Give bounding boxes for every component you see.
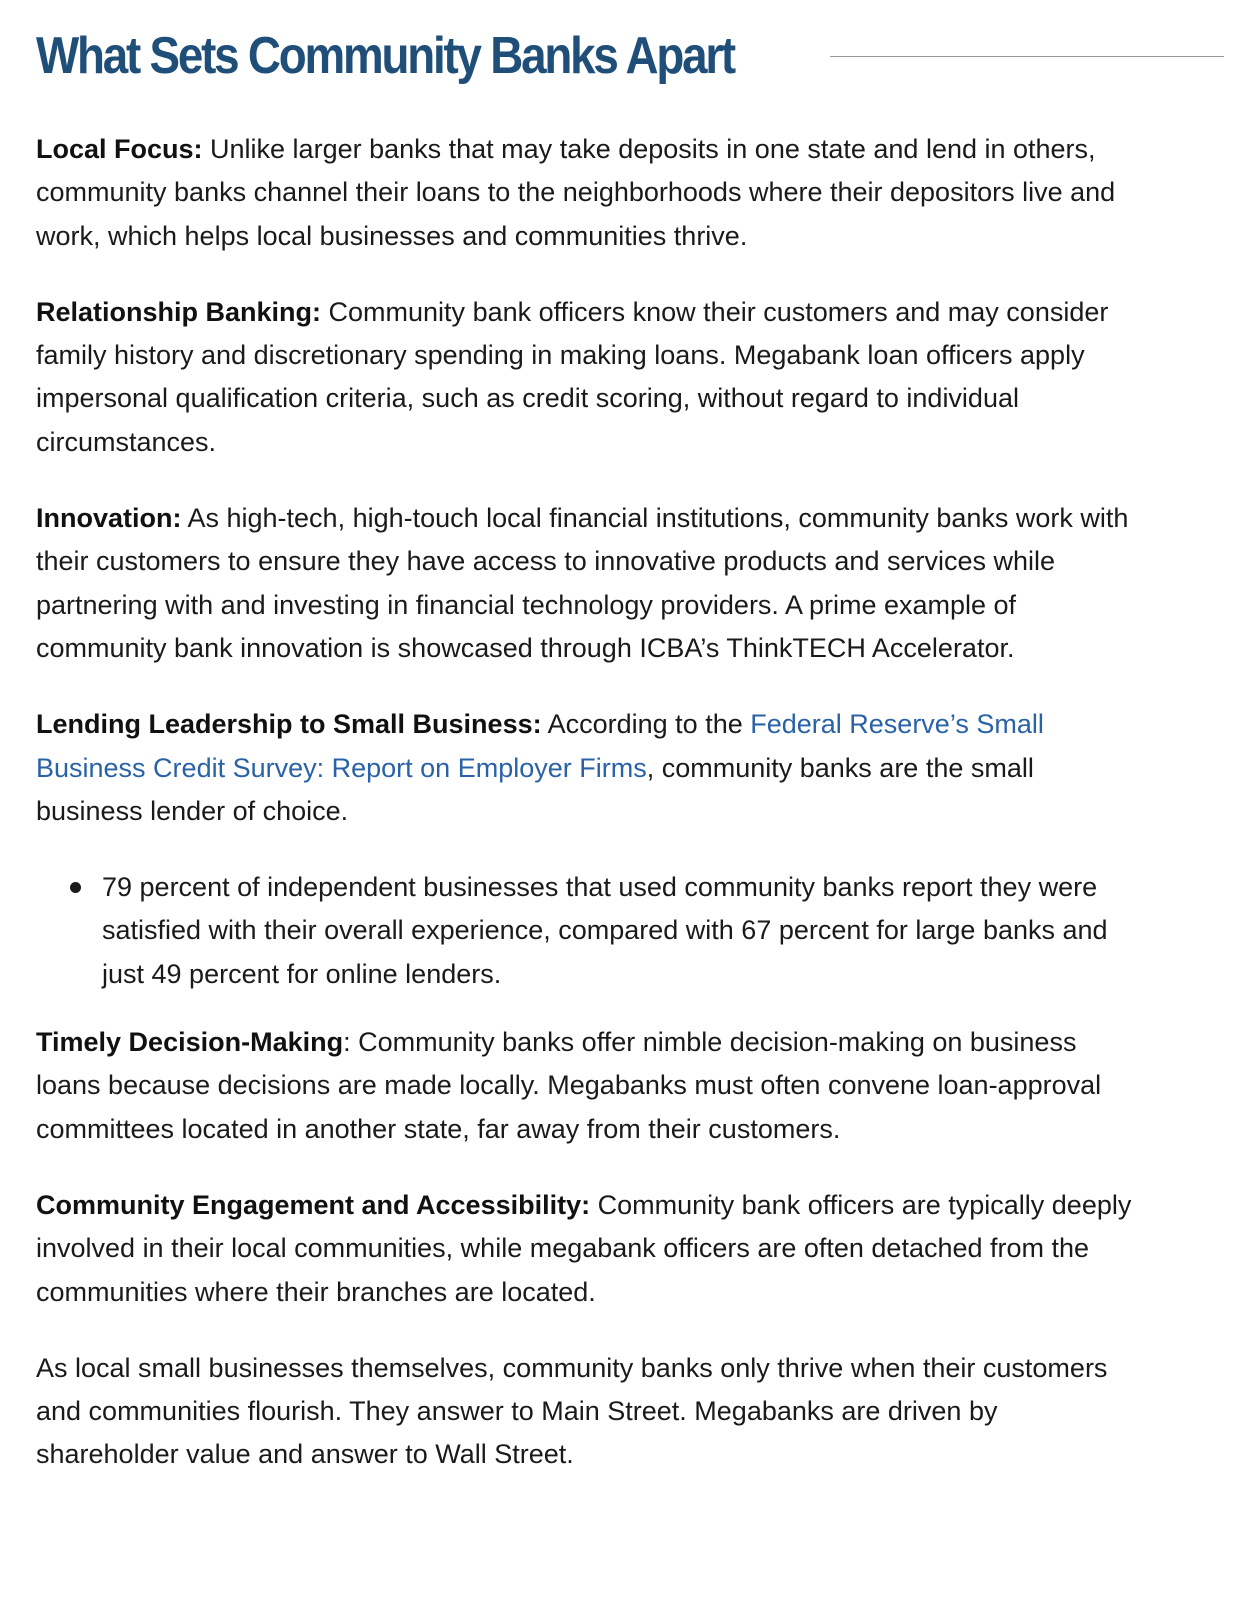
bullet-dot-icon <box>70 882 81 893</box>
lending-leadership-text-before: According to the <box>541 709 751 740</box>
paragraph-innovation <box>36 497 1146 670</box>
innovation-text: As high-tech, high-touch local financial institutions, community banks work with their customers to ensure they have access to innovative products and services while partnering with and investing in financial technology providers. A prime example of community bank innovation is showcased through ICBA’s ThinkTECH Accelerator. <box>36 503 1129 663</box>
community-engagement-label: Community Engagement and Accessibility: <box>36 1189 591 1220</box>
closing-text: As local small businesses themselves, community banks only thrive when their customers and communities flourish. They answer to Main Street. Megabanks are driven by shareholder value and answer to Wall Street. <box>36 1352 1108 1470</box>
local-focus-text: Unlike larger banks that may take deposits in one state and lend in others, community banks channel their loans to the neighborhoods where their depositors live and work, which helps local businesses and communities thrive. <box>36 134 1116 251</box>
title-divider <box>830 56 1224 57</box>
page-title: What Sets Community Banks Apart <box>36 27 734 85</box>
lending-leadership-label: Lending Leadership to Small Business: <box>36 709 542 740</box>
paragraph-local-focus <box>36 128 1146 258</box>
paragraph-community-engagement <box>36 1184 1146 1314</box>
page-header <box>36 18 1224 94</box>
paragraph-lending-leadership <box>36 703 1146 833</box>
relationship-banking-label: Relationship Banking: <box>36 296 322 327</box>
satisfaction-list <box>36 866 1146 996</box>
paragraph-relationship-banking <box>36 291 1146 464</box>
lending-leadership-text-after: , community banks are the small business lender of choice. <box>36 752 1034 826</box>
paragraph-timely-decision <box>36 1021 1146 1151</box>
fed-survey-link[interactable]: Federal Reserve’s Small Business Credit Survey: Report on Employer Firms <box>36 709 1044 783</box>
list-item <box>102 866 1146 996</box>
innovation-label: Innovation: <box>36 503 182 534</box>
local-focus-label: Local Focus: <box>36 134 203 164</box>
article-body <box>36 128 1146 1510</box>
timely-decision-text: : Community banks offer nimble decision-making on business loans because decisions are made locally. Megabanks must often convene loan-approval committees located in another state, far away from their customers. <box>36 1027 1102 1144</box>
satisfaction-stat-text: 79 percent of independent businesses that used community banks report they were satisfied with their overall experience, compared with 67 percent for large banks and just 49 percent for online lenders. <box>102 872 1108 989</box>
timely-decision-label: Timely Decision-Making <box>36 1027 344 1058</box>
community-engagement-text: Community bank officers are typically deeply involved in their local communities, while megabank officers are often detached from the communities where their branches are located. <box>36 1189 1132 1307</box>
relationship-banking-text: Community bank officers know their customers and may consider family history and discretionary spending in making loans. Megabank loan officers apply impersonal qualification criteria, such as credit scoring, without regard to individual circumstances. <box>36 296 1109 457</box>
paragraph-closing <box>36 1347 1146 1477</box>
